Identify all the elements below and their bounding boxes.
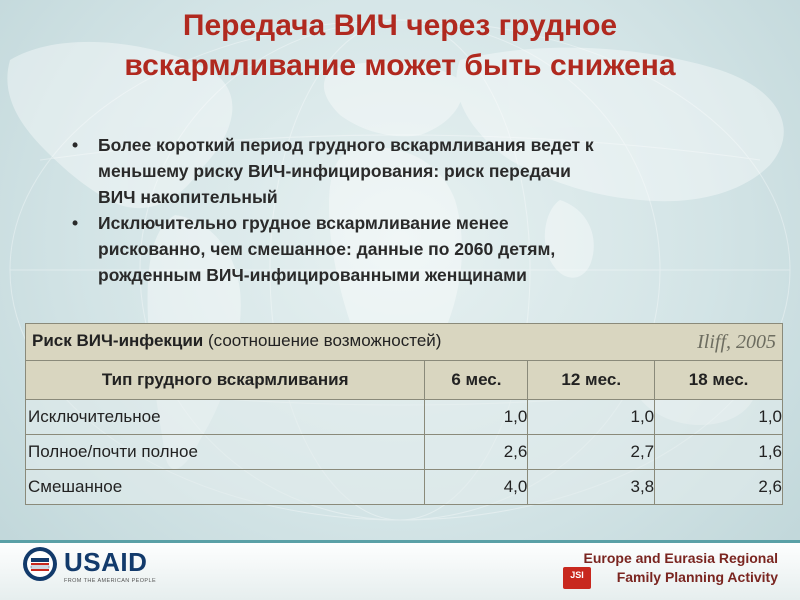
column-header-12m: 12 мес. — [528, 361, 655, 400]
table-source: Iliff, 2005 — [697, 330, 776, 353]
bullet-1-line-1: Более короткий период грудного вскармливания ведет к — [98, 135, 594, 155]
cell-12m: 2,7 — [528, 435, 655, 470]
table-caption-row — [26, 324, 783, 361]
bullet-dot: • — [72, 213, 79, 233]
cell-18m: 1,0 — [655, 400, 783, 435]
slide-title — [40, 6, 760, 86]
footer — [0, 540, 800, 600]
cell-18m: 1,6 — [655, 435, 783, 470]
bullet-1-line-2: меньшему риску ВИЧ-инфицирования: риск передачи — [98, 161, 571, 181]
table-caption — [26, 324, 783, 361]
bullet-2-line-2: рискованно, чем смешанное: данные по 2060 детям, — [98, 239, 556, 259]
row-label: Смешанное — [26, 470, 425, 505]
table-header-row — [26, 361, 783, 400]
usaid-logo-text: USAID — [64, 547, 148, 577]
cell-6m: 1,0 — [425, 400, 528, 435]
row-label: Полное/почти полное — [26, 435, 425, 470]
risk-table — [25, 323, 783, 505]
table-caption-rest: (соотношение возможностей) — [203, 330, 442, 350]
bullet-2-line-1: Исключительно грудное вскармливание менее — [98, 213, 509, 233]
bullet-list — [72, 132, 752, 288]
table-row — [26, 400, 783, 435]
bullet-dot: • — [72, 135, 79, 155]
usaid-seal-icon — [22, 546, 58, 582]
column-header-type: Тип грудного вскармливания — [26, 361, 425, 400]
title-line-1: Передача ВИЧ через грудное — [182, 9, 618, 42]
table-caption-bold: Риск ВИЧ-инфекции — [32, 330, 204, 350]
cell-6m: 2,6 — [425, 435, 528, 470]
jsi-logo-text: JSI — [570, 570, 584, 580]
footer-divider — [0, 540, 800, 543]
usaid-tagline: FROM THE AMERICAN PEOPLE — [64, 578, 157, 584]
column-header-18m: 18 мес. — [655, 361, 783, 400]
bullet-item — [72, 210, 752, 288]
cell-18m: 2,6 — [655, 470, 783, 505]
org-name-line-1: Europe and Eurasia Regional — [583, 550, 778, 566]
bullet-1-line-3: ВИЧ накопительный — [98, 187, 278, 207]
table-row — [26, 435, 783, 470]
title-line-2: вскармливание может быть снижена — [124, 49, 676, 82]
cell-12m: 1,0 — [528, 400, 655, 435]
row-label: Исключительное — [26, 400, 425, 435]
cell-6m: 4,0 — [425, 470, 528, 505]
jsi-logo-icon — [563, 567, 591, 589]
bullet-item — [72, 132, 752, 210]
cell-12m: 3,8 — [528, 470, 655, 505]
bullet-2-line-3: рожденным ВИЧ-инфицированными женщинами — [98, 265, 527, 285]
column-header-6m: 6 мес. — [425, 361, 528, 400]
table-row — [26, 470, 783, 505]
org-name-line-2: Family Planning Activity — [616, 569, 778, 585]
